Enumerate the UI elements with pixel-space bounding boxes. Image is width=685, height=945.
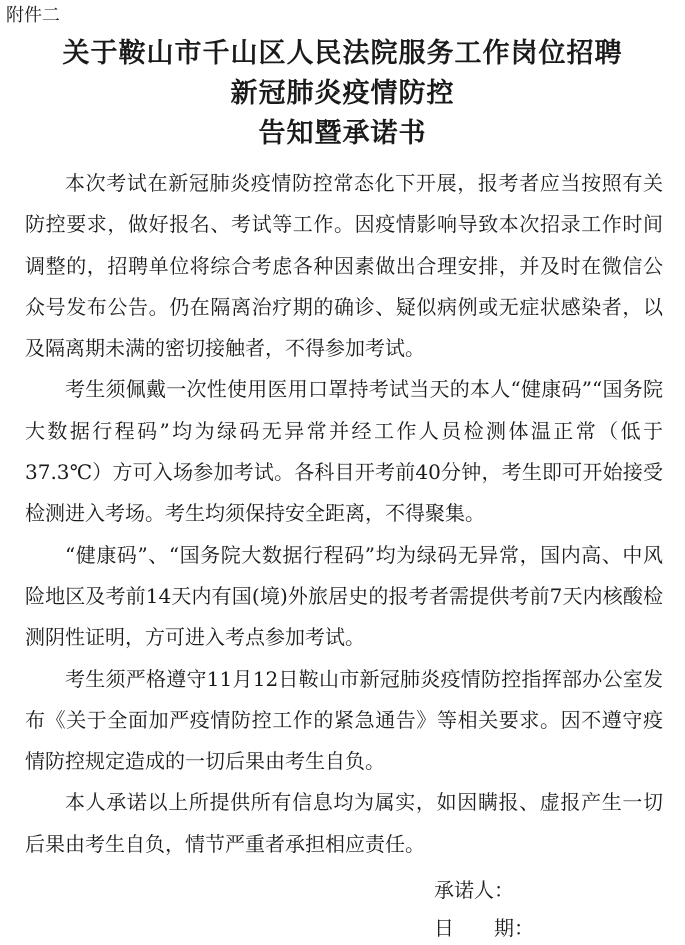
title-line-2: 新冠肺炎疫情防控 <box>230 78 455 109</box>
title-line-3: 告知暨承诺书 <box>258 118 427 149</box>
paragraph-exam-arrangement: 本次考试在新冠肺炎疫情防控常态化下开展，报考者应当按照有关防控要求，做好报名、考试等工作。因疫情影响导致本次招录工作时间调整的，招聘单位将综合考虑各种因素做出合理安排，并及时在微信公众号发布公告。仍在隔离治疗期的确诊、疑似病例或无症状感染者，以及隔离期未满的密切接触者，不得参加考试。 <box>25 171 663 361</box>
paragraph-nucleic-test: “健康码”、“国务院大数据行程码”均为绿码无异常，国内高、中风险地区及考前14天内有国(境)外旅居史的报考者需提供考前7天内核酸检测阴性证明，方可进入考点参加考试。 <box>25 542 663 650</box>
paragraph-commitment: 本人承诺以上所提供所有信息均为属实，如因瞒报、虚报产生一切后果由考生自负，情节严重者承担相应责任。 <box>25 790 663 856</box>
attachment-label: 附件二 <box>6 5 60 26</box>
title-line-1: 关于鞍山市千山区人民法院服务工作岗位招聘 <box>62 38 623 69</box>
paragraph-notice-compliance: 考生须严格遵守11月12日鞍山市新冠肺炎疫情防控指挥部办公室发布《关于全面加严疫情防控工作的紧急通告》等相关要求。因不遵守疫情防控规定造成的一切后果由考生自负。 <box>25 666 663 774</box>
date-label <box>434 914 534 942</box>
date-label-part-2: 期： <box>494 916 534 940</box>
paragraph-entry-requirements: 考生须佩戴一次性使用医用口罩持考试当天的本人“健康码”“国务院大数据行程码”均为绿码无异常并经工作人员检测体温正常（低于37.3℃）方可入场参加考试。各科目开考前40分钟，考生即可开始接受检测进入考场。考生均须保持安全距离，不得聚集。 <box>25 377 663 526</box>
document-body <box>25 163 663 865</box>
document-title <box>0 34 685 154</box>
date-label-part-1: 日 <box>434 916 454 940</box>
signer-label: 承诺人： <box>434 878 514 902</box>
